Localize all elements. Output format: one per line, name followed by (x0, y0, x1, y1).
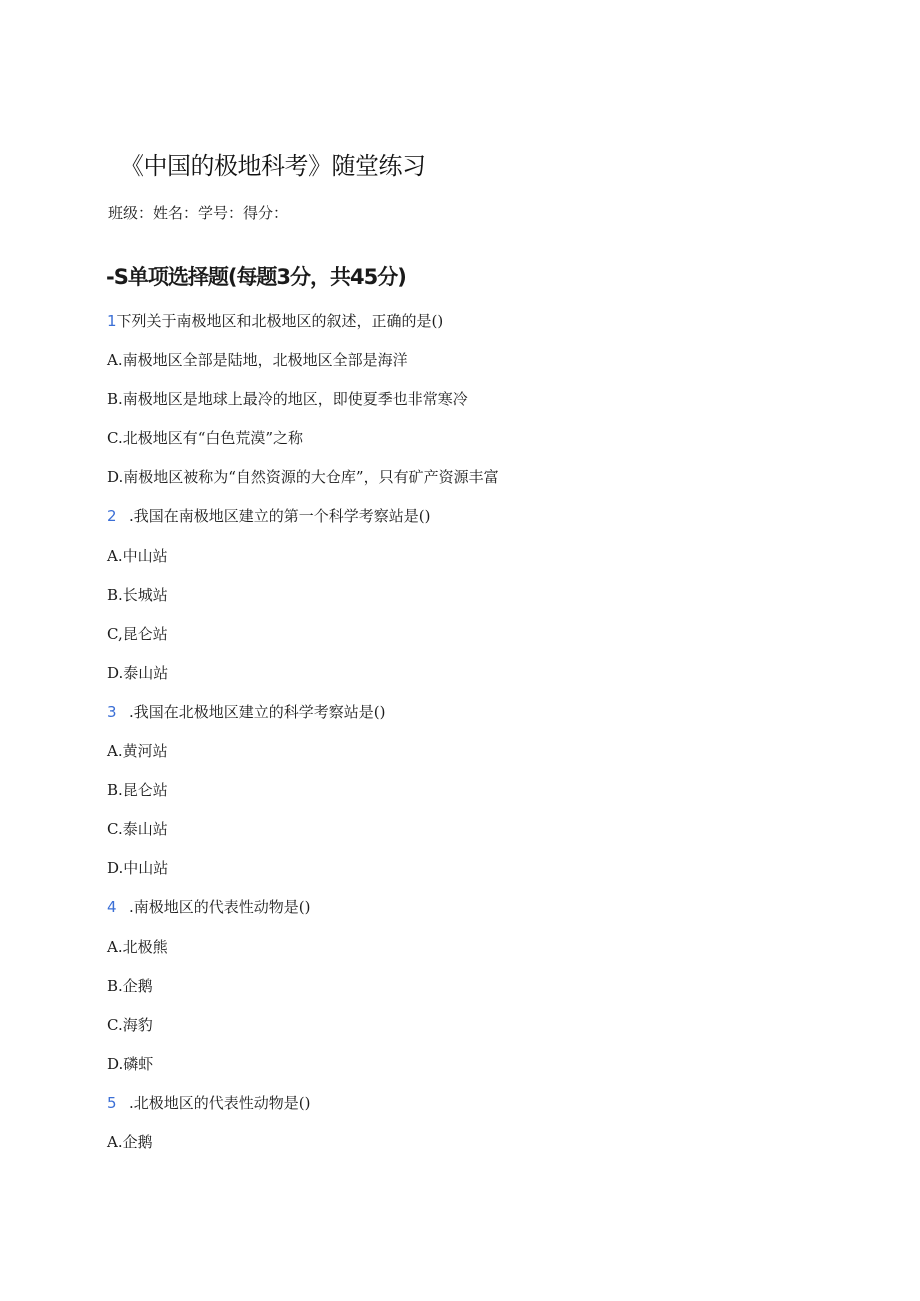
question-list (107, 310, 867, 1170)
option-2d: D.泰山站 (107, 663, 169, 682)
question-number: 4 (107, 898, 117, 917)
question-text: .我国在南极地区建立的第一个科学考察站是() (129, 507, 431, 526)
option-1b: B.南极地区是地球上最冷的地区，即使夏季也非常寒冷 (107, 390, 468, 409)
question-text: .我国在北极地区建立的科学考察站是() (129, 702, 386, 721)
question-number: 1 (107, 312, 117, 330)
option-1a: A.南极地区全部是陆地，北极地区全部是海洋 (107, 351, 408, 370)
option-2b: B.长城站 (107, 585, 168, 604)
page-title: 《中国的极地科考》随堂练习 (120, 152, 426, 180)
question-text: .北极地区的代表性动物是() (129, 1093, 311, 1112)
option-3b: B.昆仑站 (107, 781, 168, 800)
option-5a: A.企鹅 (107, 1132, 153, 1151)
option-3c: C.泰山站 (107, 820, 168, 839)
question-text: .南极地区的代表性动物是() (129, 898, 311, 917)
option-2a: A.中山站 (107, 546, 168, 565)
option-1d: D.南极地区被称为“自然资源的大仓库”，只有矿产资源丰富 (107, 468, 499, 487)
question-3 (107, 701, 867, 740)
option-4d: D.磷虾 (107, 1054, 154, 1073)
option-3d: D.中山站 (107, 859, 169, 878)
question-2 (107, 505, 867, 544)
option-1c: C.北极地区有“白色荒漠”之称 (107, 429, 304, 448)
question-number: 3 (107, 702, 117, 721)
option-2c: C,昆仑站 (107, 624, 168, 643)
question-number: 5 (107, 1093, 117, 1112)
option-3a: A.黄河站 (107, 742, 168, 761)
question-4 (107, 896, 867, 935)
option-4b: B.企鹅 (107, 976, 153, 995)
question-text: 下列关于南极地区和北极地区的叙述，正确的是() (116, 312, 444, 330)
option-4a: A.北极熊 (107, 937, 168, 956)
section-heading: -S单项选择题(每题3分，共45分) (106, 265, 406, 289)
question-number: 2 (107, 507, 117, 526)
student-info-line: 班级：姓名：学号：得分： (108, 204, 289, 222)
question-5 (107, 1092, 867, 1131)
option-4c: C.海豹 (107, 1015, 153, 1034)
question-1 (107, 310, 867, 349)
